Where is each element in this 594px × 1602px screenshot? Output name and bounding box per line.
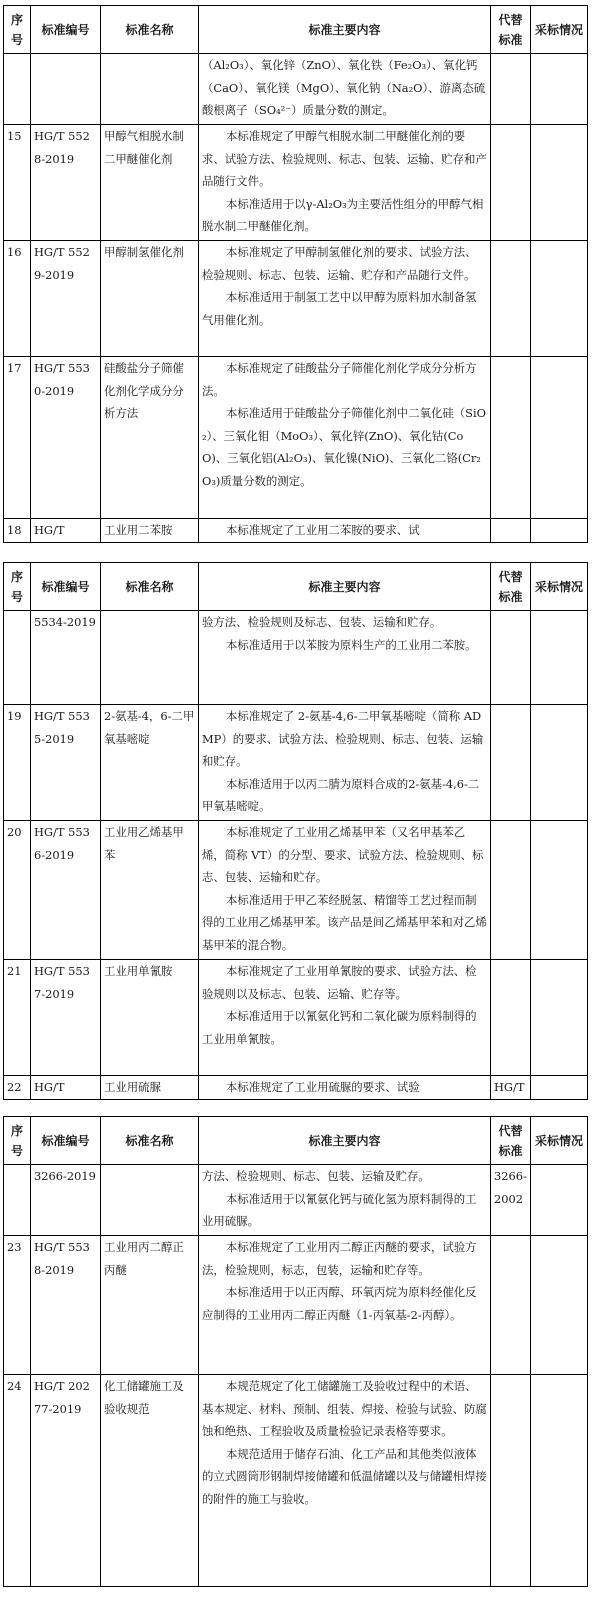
content-paragraph: 本标准规定了工业用单氰胺的要求、试验方法、检验规则以及标志、包装、运输、贮存等。 [202, 964, 477, 1001]
row-name: 工业用二苯胺 [101, 519, 199, 543]
standards-table [3, 5, 588, 543]
row-no [4, 1165, 31, 1236]
row-replace [491, 821, 531, 960]
row-code [31, 54, 101, 125]
row-code: 5534-2019 [31, 611, 101, 705]
content-paragraph: 本标准规定了工业用乙烯基甲苯（又名甲基苯乙烯，简称 VT）的分型、要求、试验方法、检验规则、标志、包装、运输和贮存。 [202, 825, 484, 885]
row-replace [491, 1236, 531, 1375]
row-code: HG/T 5538-2019 [31, 1236, 101, 1375]
row-content [199, 519, 491, 543]
header-content: 标准主要内容 [199, 563, 491, 611]
content-paragraph: 本标准适用于硅酸盐分子筛催化剂中二氧化硅（SiO₂）、三氧化钼（MoO₃）、氧化锌(ZnO)、氧化钴(CoO)、三氧化铝(Al₂O₃)、氧化镍(NiO)、三氧化二铬(Cr₂O₃)质量分数的测定。 [202, 406, 486, 488]
row-code: HG/T 5537-2019 [31, 960, 101, 1076]
row-name: 化工储罐施工及验收规范 [101, 1375, 199, 1587]
header-replace: 代替标准 [491, 6, 531, 54]
row-adopt [531, 357, 588, 519]
row-replace [491, 611, 531, 705]
row-name [101, 1165, 199, 1236]
row-content [199, 241, 491, 357]
table-row [4, 54, 588, 125]
row-content [199, 705, 491, 821]
row-content [199, 1236, 491, 1375]
row-replace: HG/T [491, 1076, 531, 1100]
table-header-row [4, 6, 588, 54]
standards-table [3, 1116, 588, 1587]
row-adopt [531, 1076, 588, 1100]
header-replace: 代替标准 [491, 1117, 531, 1165]
table-row [4, 357, 588, 519]
content-paragraph: 本规范规定了化工储罐施工及验收过程中的术语、基本规定、材料、预制、组装、焊接、检验与试验、防腐蚀和绝热、工程验收及质量检验记录表格等要求。 [202, 1379, 487, 1439]
row-content [199, 54, 491, 125]
row-name [101, 54, 199, 125]
row-no [4, 611, 31, 705]
row-name: 工业用硫脲 [101, 1076, 199, 1100]
row-content [199, 821, 491, 960]
row-name [101, 611, 199, 705]
row-code: HG/T 20277-2019 [31, 1375, 101, 1587]
header-code: 标准编号 [31, 1117, 101, 1165]
table-row [4, 519, 588, 543]
table-row [4, 960, 588, 1076]
row-no: 17 [4, 357, 31, 519]
header-adopt: 采标情况 [531, 1117, 588, 1165]
header-adopt: 采标情况 [531, 6, 588, 54]
row-code: HG/T 5535-2019 [31, 705, 101, 821]
table-row [4, 705, 588, 821]
header-name: 标准名称 [101, 6, 199, 54]
row-name: 工业用乙烯基甲苯 [101, 821, 199, 960]
row-replace [491, 960, 531, 1076]
header-replace: 代替标准 [491, 563, 531, 611]
row-no: 21 [4, 960, 31, 1076]
row-no: 15 [4, 125, 31, 241]
row-content [199, 1375, 491, 1587]
row-name: 硅酸盐分子筛催化剂化学成分分析方法 [101, 357, 199, 519]
row-adopt [531, 611, 588, 705]
row-no [4, 54, 31, 125]
row-name: 工业用单氰胺 [101, 960, 199, 1076]
content-paragraph: 本标准规定了硅酸盐分子筛催化剂化学成分分析方法。 [202, 361, 477, 398]
row-code: HG/T 5536-2019 [31, 821, 101, 960]
row-content [199, 357, 491, 519]
row-adopt [531, 1375, 588, 1587]
table-row [4, 1076, 588, 1100]
header-code: 标准编号 [31, 563, 101, 611]
table-row [4, 125, 588, 241]
row-adopt [531, 519, 588, 543]
row-code: 3266-2019 [31, 1165, 101, 1236]
table-page-1 [3, 5, 587, 543]
row-name: 甲醇制氢催化剂 [101, 241, 199, 357]
row-name: 工业用丙二醇正丙醚 [101, 1236, 199, 1375]
content-paragraph: 本标准适用于以苯胺为原料生产的工业用二苯胺。 [225, 637, 477, 652]
row-replace [491, 54, 531, 125]
standards-table [3, 562, 588, 1100]
row-no: 22 [4, 1076, 31, 1100]
header-no: 序号 [4, 563, 31, 611]
content-paragraph: 本标准适用于以γ-Al₂O₃为主要活性组分的甲醇气相脱水制二甲醚催化剂。 [202, 196, 484, 234]
row-no: 19 [4, 705, 31, 821]
table-header-row [4, 563, 588, 611]
content-paragraph: 本标准适用于制氢工艺中以甲醇为原料加水制备氢气用催化剂。 [202, 290, 477, 327]
table-page-2 [3, 562, 587, 1100]
row-no: 23 [4, 1236, 31, 1375]
content-paragraph: 方法、检验规则、标志、包装、运输及贮存。 [202, 1169, 430, 1183]
row-content [199, 960, 491, 1076]
row-replace [491, 1375, 531, 1587]
content-paragraph: 本标准适用于以氰氨化钙和二氧化碳为原料制得的工业用单氰胺。 [202, 1009, 477, 1046]
table-row [4, 1165, 588, 1236]
row-adopt [531, 241, 588, 357]
header-name: 标准名称 [101, 563, 199, 611]
table-row [4, 1236, 588, 1375]
row-adopt [531, 1236, 588, 1375]
row-no: 18 [4, 519, 31, 543]
table-row [4, 241, 588, 357]
content-paragraph: 本标准规定了工业用硫脲的要求、试验 [225, 1080, 420, 1094]
content-paragraph: 本标准规定了甲醇气相脱水制二甲醚催化剂的要求、试验方法、检验规则、标志、包装、运输、贮存和产品随行文件。 [202, 129, 487, 189]
header-adopt: 采标情况 [531, 563, 588, 611]
content-paragraph: 本标准规定了工业用二苯胺的要求、试 [225, 523, 420, 537]
content-paragraph: 本标准适用于甲乙苯经脱氢、精馏等工艺过程而制得的工业用乙烯基甲苯。该产品是间乙烯基甲苯和对乙烯基甲苯的混合物。 [202, 892, 487, 952]
row-code: HG/T 5530-2019 [31, 357, 101, 519]
header-no: 序号 [4, 1117, 31, 1165]
row-replace: 3266-2002 [491, 1165, 531, 1236]
row-replace [491, 241, 531, 357]
row-adopt [531, 960, 588, 1076]
table-row [4, 611, 588, 705]
row-replace [491, 357, 531, 519]
table-header-row [4, 1117, 588, 1165]
row-code: HG/T 5528-2019 [31, 125, 101, 241]
table-row [4, 1375, 588, 1587]
row-adopt [531, 705, 588, 821]
content-paragraph: 本标准适用于以丙二腈为原料合成的2-氨基-4,6-二甲氧基嘧啶。 [202, 776, 480, 814]
content-paragraph: 本规范适用于储存石油、化工产品和其他类似液体的立式圆筒形钢制焊接储罐和低温储罐以及与储罐相焊接的附件的施工与验收。 [202, 1446, 487, 1506]
row-name: 2-氨基-4，6-二甲氧基嘧啶 [101, 705, 199, 821]
row-no: 20 [4, 821, 31, 960]
header-no: 序号 [4, 6, 31, 54]
row-name: 甲醇气相脱水制二甲醚催化剂 [101, 125, 199, 241]
content-paragraph: 本标准适用于以正丙醇、环氧丙烷为原料经催化反应制得的工业用丙二醇正丙醚（1-丙氧基-2-丙醇）。 [202, 1285, 477, 1322]
header-content: 标准主要内容 [199, 1117, 491, 1165]
row-adopt [531, 54, 588, 125]
row-replace [491, 125, 531, 241]
row-content [199, 1165, 491, 1236]
content-paragraph: 验方法、检验规则及标志、包装、运输和贮存。 [202, 615, 442, 629]
header-content: 标准主要内容 [199, 6, 491, 54]
row-replace [491, 519, 531, 543]
row-adopt [531, 821, 588, 960]
row-replace [491, 705, 531, 821]
content-paragraph: （Al₂O₃）、氧化锌（ZnO）、氧化铁（Fe₂O₃）、氧化钙（CaO）、氧化镁（MgO）、氧化钠（Na₂O）、游离态硫酸根离子（SO₄²⁻）质量分数的测定。 [202, 58, 486, 118]
row-adopt [531, 1165, 588, 1236]
row-code: HG/T [31, 1076, 101, 1100]
content-paragraph: 本标准适用于以氰氨化钙与硫化氢为原料制得的工业用硫脲。 [202, 1191, 477, 1229]
row-code: HG/T [31, 519, 101, 543]
row-content [199, 125, 491, 241]
table-row [4, 821, 588, 960]
header-code: 标准编号 [31, 6, 101, 54]
row-no: 24 [4, 1375, 31, 1587]
content-paragraph: 本标准规定了工业用丙二醇正丙醚的要求，试验方法，检验规则，标志，包装，运输和贮存等。 [202, 1240, 477, 1277]
content-paragraph: 本标准规定了甲醇制氢催化剂的要求、试验方法、检验规则、标志、包装、运输、贮存和产品随行文件。 [202, 245, 477, 282]
row-code: HG/T 5529-2019 [31, 241, 101, 357]
header-name: 标准名称 [101, 1117, 199, 1165]
row-adopt [531, 125, 588, 241]
content-paragraph: 本标准规定了 2-氨基-4,6-二甲氧基嘧啶（简称 ADMP）的要求、试验方法、检验规则、标志、包装、运输和贮存。 [202, 709, 484, 769]
row-content [199, 611, 491, 705]
table-page-3 [3, 1116, 587, 1587]
row-content [199, 1076, 491, 1100]
row-no: 16 [4, 241, 31, 357]
